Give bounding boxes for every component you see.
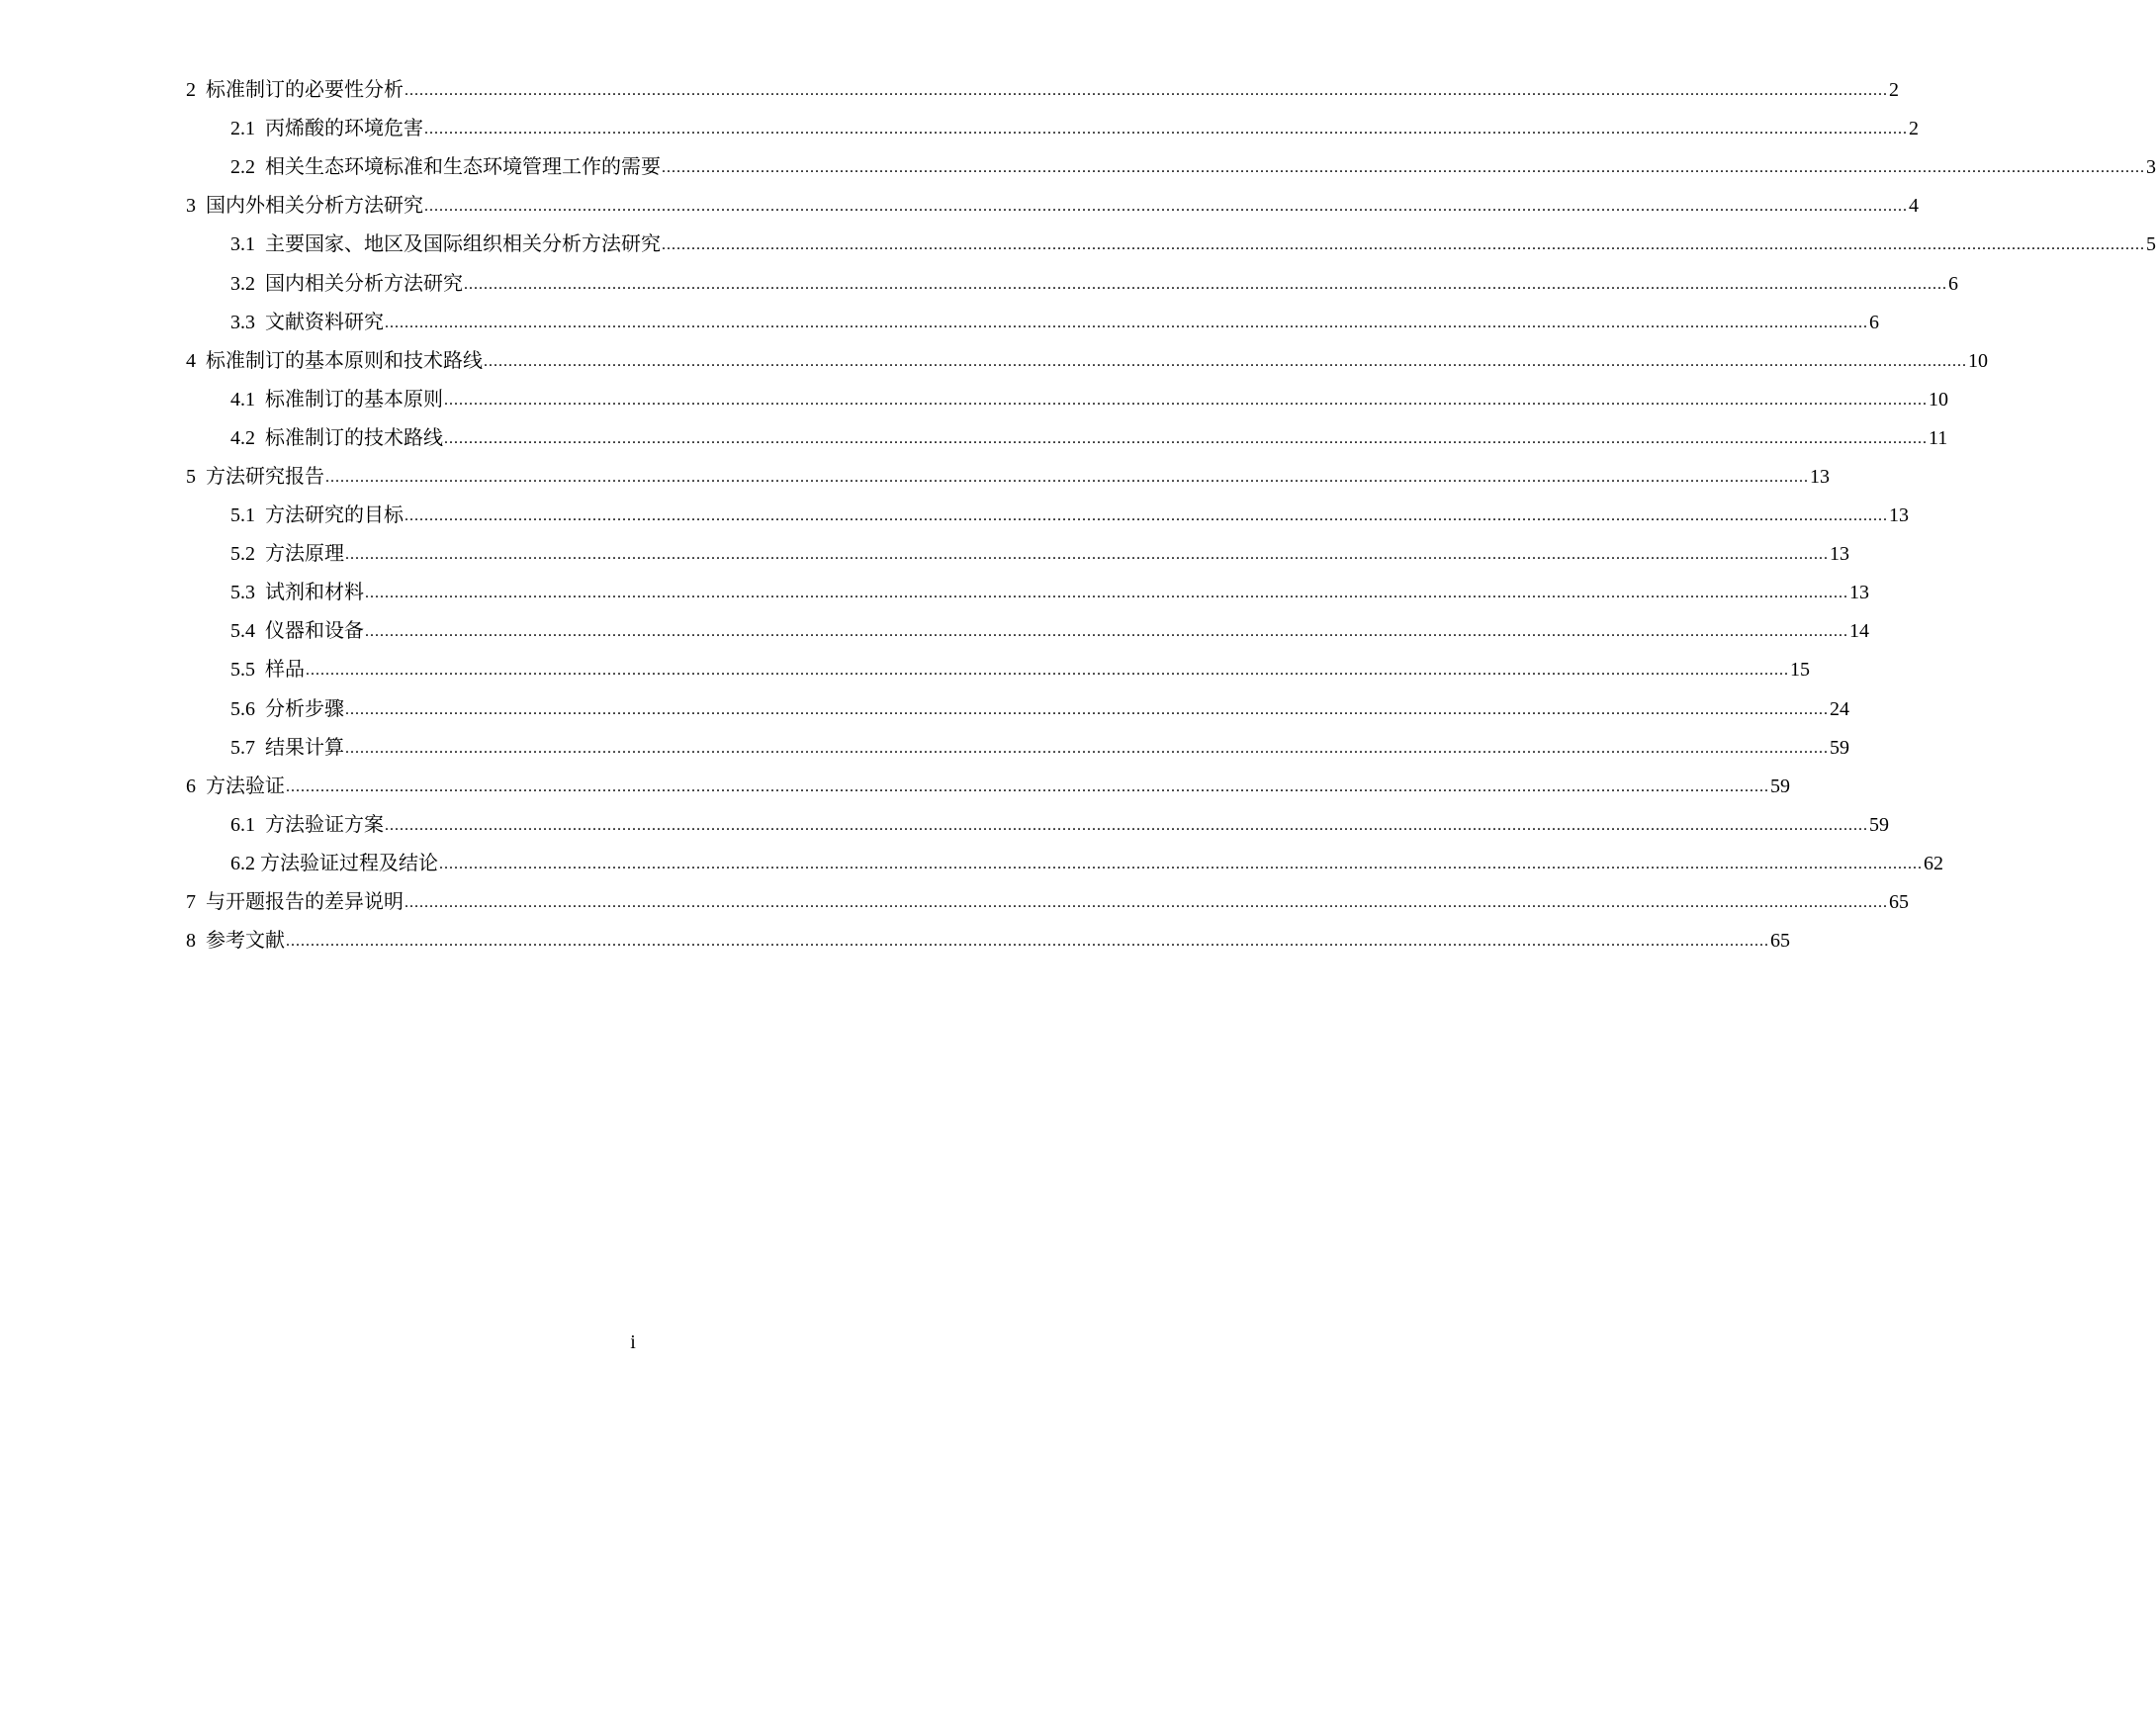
toc-entry-title: 4.1 标准制订的基本原则 — [230, 388, 443, 411]
toc-dot-leader: ............................................................................................................................................................................................................................................................................................................ — [424, 121, 1908, 138]
toc-entry-title: 5.3 试剂和材料 — [230, 582, 364, 604]
toc-page-number: 24 — [1830, 697, 1849, 720]
toc-dot-leader: ............................................................................................................................................................................................................................................................................................................ — [444, 429, 1928, 447]
toc-page-number: 6 — [1869, 311, 1879, 333]
toc-entry-title: 7 与开题报告的差异说明 — [186, 891, 404, 914]
toc-entry[interactable] — [186, 845, 1943, 883]
toc-page-number: 13 — [1889, 504, 1909, 527]
toc-entry[interactable] — [186, 110, 1919, 148]
toc-page-number: 65 — [1889, 891, 1909, 914]
toc-entry[interactable] — [186, 226, 2156, 264]
toc-entry[interactable] — [186, 419, 1948, 458]
toc-entry[interactable] — [186, 497, 1909, 535]
toc-entry-title: 6.2 方法验证过程及结论 — [230, 852, 438, 874]
toc-dot-leader: ............................................................................................................................................................................................................................................................................................................ — [404, 507, 1888, 525]
toc-entry[interactable] — [186, 342, 1988, 381]
toc-page-number: 3 — [2146, 156, 2156, 179]
toc-entry[interactable] — [186, 148, 2156, 187]
toc-entry-title: 4 标准制订的基本原则和技术路线 — [186, 349, 483, 372]
toc-entry[interactable] — [186, 535, 1849, 574]
toc-dot-leader: ............................................................................................................................................................................................................................................................................................................ — [286, 933, 1769, 951]
toc-entry-title: 5.1 方法研究的目标 — [230, 504, 404, 527]
toc-entry-title: 4.2 标准制订的技术路线 — [230, 426, 443, 449]
toc-dot-leader: ............................................................................................................................................................................................................................................................................................................ — [345, 739, 1829, 757]
toc-entry-title: 5 方法研究报告 — [186, 465, 324, 488]
toc-dot-leader: ............................................................................................................................................................................................................................................................................................................ — [385, 816, 1868, 834]
toc-dot-leader: ............................................................................................................................................................................................................................................................................................................ — [385, 314, 1868, 331]
toc-page-number: 6 — [1948, 272, 1958, 295]
toc-entry-title: 5.5 样品 — [230, 659, 305, 682]
toc-entry[interactable] — [186, 458, 1830, 497]
toc-entry[interactable] — [186, 651, 1810, 689]
toc-entry-title: 8 参考文献 — [186, 930, 285, 953]
toc-dot-leader: ............................................................................................................................................................................................................................................................................................................ — [404, 82, 1888, 100]
toc-entry-title: 6 方法验证 — [186, 775, 285, 797]
toc-dot-leader: ............................................................................................................................................................................................................................................................................................................ — [325, 468, 1809, 486]
toc-entry[interactable] — [186, 381, 1948, 419]
toc-entry[interactable] — [186, 690, 1849, 729]
toc-page-number: 13 — [1810, 465, 1830, 488]
toc-page-number: 13 — [1830, 543, 1849, 566]
toc-dot-leader: ............................................................................................................................................................................................................................................................................................................ — [345, 700, 1829, 718]
toc-dot-leader: ............................................................................................................................................................................................................................................................................................................ — [439, 855, 1923, 872]
toc-entry-title: 3 国内外相关分析方法研究 — [186, 195, 423, 218]
toc-entry-title: 3.1 主要国家、地区及国际组织相关分析方法研究 — [230, 233, 661, 256]
toc-dot-leader: ............................................................................................................................................................................................................................................................................................................ — [662, 236, 2145, 254]
table-of-contents — [186, 71, 2156, 960]
toc-entry[interactable] — [186, 883, 1909, 922]
toc-page-number: 59 — [1869, 813, 1889, 836]
toc-entry[interactable] — [186, 768, 1790, 806]
toc-dot-leader: ............................................................................................................................................................................................................................................................................................................ — [464, 275, 1947, 293]
toc-page-number: 5 — [2146, 233, 2156, 256]
toc-page-number: 4 — [1909, 195, 1919, 218]
toc-page-number: 11 — [1929, 426, 1948, 449]
toc-entry-title: 3.3 文献资料研究 — [230, 311, 384, 333]
toc-entry[interactable] — [186, 71, 1899, 110]
toc-page-number: 14 — [1849, 620, 1869, 643]
toc-entry-title: 5.6 分析步骤 — [230, 697, 344, 720]
toc-entry[interactable] — [186, 304, 1879, 342]
toc-page-number: 10 — [1968, 349, 1988, 372]
toc-entry-title: 3.2 国内相关分析方法研究 — [230, 272, 463, 295]
toc-entry[interactable] — [186, 574, 1869, 612]
toc-dot-leader: ............................................................................................................................................................................................................................................................................................................ — [404, 894, 1888, 912]
toc-entry[interactable] — [186, 806, 1889, 845]
toc-entry-title: 5.2 方法原理 — [230, 543, 344, 566]
toc-entry[interactable] — [186, 729, 1849, 768]
toc-dot-leader: ............................................................................................................................................................................................................................................................................................................ — [306, 662, 1789, 680]
toc-entry-title: 2.1 丙烯酸的环境危害 — [230, 118, 423, 140]
toc-entry[interactable] — [186, 612, 1869, 651]
toc-page-number: 15 — [1790, 659, 1810, 682]
toc-dot-leader: ............................................................................................................................................................................................................................................................................................................ — [424, 198, 1908, 216]
toc-entry-title: 6.1 方法验证方案 — [230, 813, 384, 836]
toc-entry-title: 5.4 仪器和设备 — [230, 620, 364, 643]
toc-entry-title: 5.7 结果计算 — [230, 736, 344, 759]
toc-page-number: 59 — [1770, 775, 1790, 797]
toc-dot-leader: ............................................................................................................................................................................................................................................................................................................ — [444, 391, 1928, 409]
toc-page-number: 10 — [1929, 388, 1948, 411]
toc-page-number: 2 — [1889, 79, 1899, 102]
toc-dot-leader: ............................................................................................................................................................................................................................................................................................................ — [662, 159, 2145, 177]
toc-entry[interactable] — [186, 922, 1790, 960]
toc-dot-leader: ............................................................................................................................................................................................................................................................................................................ — [365, 585, 1848, 602]
page-footer-number: i — [630, 1331, 636, 1353]
toc-page-number: 62 — [1924, 852, 1943, 874]
toc-dot-leader: ............................................................................................................................................................................................................................................................................................................ — [286, 777, 1769, 795]
toc-page-number: 65 — [1770, 930, 1790, 953]
toc-entry-title: 2.2 相关生态环境标准和生态环境管理工作的需要 — [230, 156, 661, 179]
toc-entry-title: 2 标准制订的必要性分析 — [186, 79, 404, 102]
toc-page-number: 2 — [1909, 118, 1919, 140]
toc-dot-leader: ............................................................................................................................................................................................................................................................................................................ — [365, 623, 1848, 641]
toc-dot-leader: ............................................................................................................................................................................................................................................................................................................ — [345, 546, 1829, 564]
toc-entry[interactable] — [186, 187, 1919, 226]
toc-entry[interactable] — [186, 264, 1958, 303]
toc-page-number: 59 — [1830, 736, 1849, 759]
toc-dot-leader: ............................................................................................................................................................................................................................................................................................................ — [484, 352, 1967, 370]
toc-page-number: 13 — [1849, 582, 1869, 604]
